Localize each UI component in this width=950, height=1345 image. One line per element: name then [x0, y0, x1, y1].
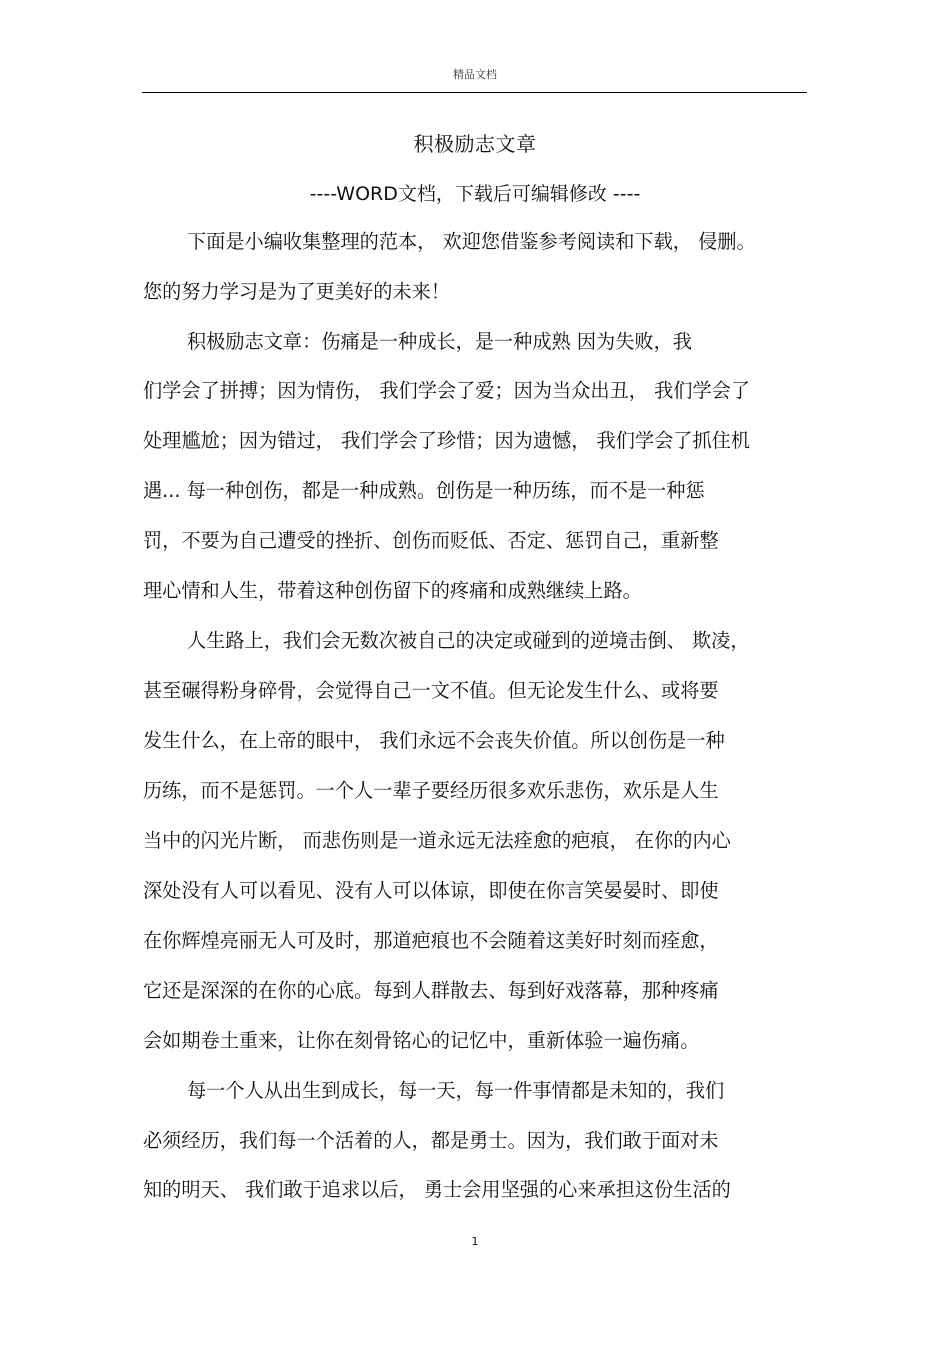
- body-line: 积极励志文章：伤痛是一种成长，是一种成熟 因为失败，我: [187, 330, 692, 353]
- body-line: 当中的闪光片断， 而悲伤则是一道永远无法痊愈的疤痕， 在你的内心: [143, 829, 731, 852]
- body-line: 遇... 每一种创伤，都是一种成熟。创伤是一种历练，而不是一种惩: [143, 479, 705, 502]
- body-line: 在你辉煌亮丽无人可及时，那道疤痕也不会随着这美好时刻而痊愈，: [143, 929, 719, 952]
- body-line: 们学会了拼搏；因为情伤， 我们学会了爱；因为当众出丑， 我们学会了: [143, 379, 751, 402]
- body-line: 知的明天、 我们敢于追求以后， 勇士会用坚强的心来承担这份生活的: [143, 1178, 731, 1201]
- body-line: 人生路上，我们会无数次被自己的决定或碰到的逆境击倒、 欺凌，: [187, 629, 750, 652]
- page-header: 精品文档: [453, 68, 497, 81]
- body-line: 它还是深深的在你的心底。每到人群散去、每到好戏落幕，那种疼痛: [143, 979, 719, 1002]
- body-line: 深处没有人可以看见、没有人可以体谅，即使在你言笑晏晏时、即使: [143, 879, 719, 902]
- body-line: 每一个人从出生到成长，每一天，每一件事情都是未知的，我们: [187, 1079, 725, 1102]
- body-line: 历练，而不是惩罚。一个人一辈子要经历很多欢乐悲伤，欢乐是人生: [143, 779, 719, 802]
- page-number: 1: [471, 1235, 479, 1248]
- document-title: 积极励志文章: [413, 132, 537, 156]
- body-line: 罚，不要为自己遭受的挫折、创伤而贬低、否定、惩罚自己，重新整: [143, 529, 719, 552]
- body-line: 理心情和人生，带着这种创伤留下的疼痛和成熟继续上路。: [143, 579, 642, 602]
- body-line: 必须经历，我们每一个活着的人，都是勇士。因为，我们敢于面对未: [143, 1129, 719, 1152]
- body-line: 发生什么，在上帝的眼中， 我们永远不会丧失价值。所以创伤是一种: [143, 729, 725, 752]
- document-subtitle: ----WORD文档，下载后可编辑修改 ----: [309, 183, 641, 205]
- body-line: 下面是小编收集整理的范本， 欢迎您借鉴参考阅读和下载， 侵删。: [187, 230, 756, 253]
- body-line: 会如期卷土重来，让你在刻骨铭心的记忆中，重新体验一遍伤痛。: [143, 1029, 700, 1052]
- body-line: 甚至碾得粉身碎骨，会觉得自己一文不值。但无论发生什么、或将要: [143, 679, 719, 702]
- body-line: 您的努力学习是为了更美好的未来！: [143, 280, 450, 303]
- header-rule: [142, 92, 807, 93]
- body-line: 处理尴尬；因为错过， 我们学会了珍惜；因为遗憾， 我们学会了抓住机: [143, 429, 751, 452]
